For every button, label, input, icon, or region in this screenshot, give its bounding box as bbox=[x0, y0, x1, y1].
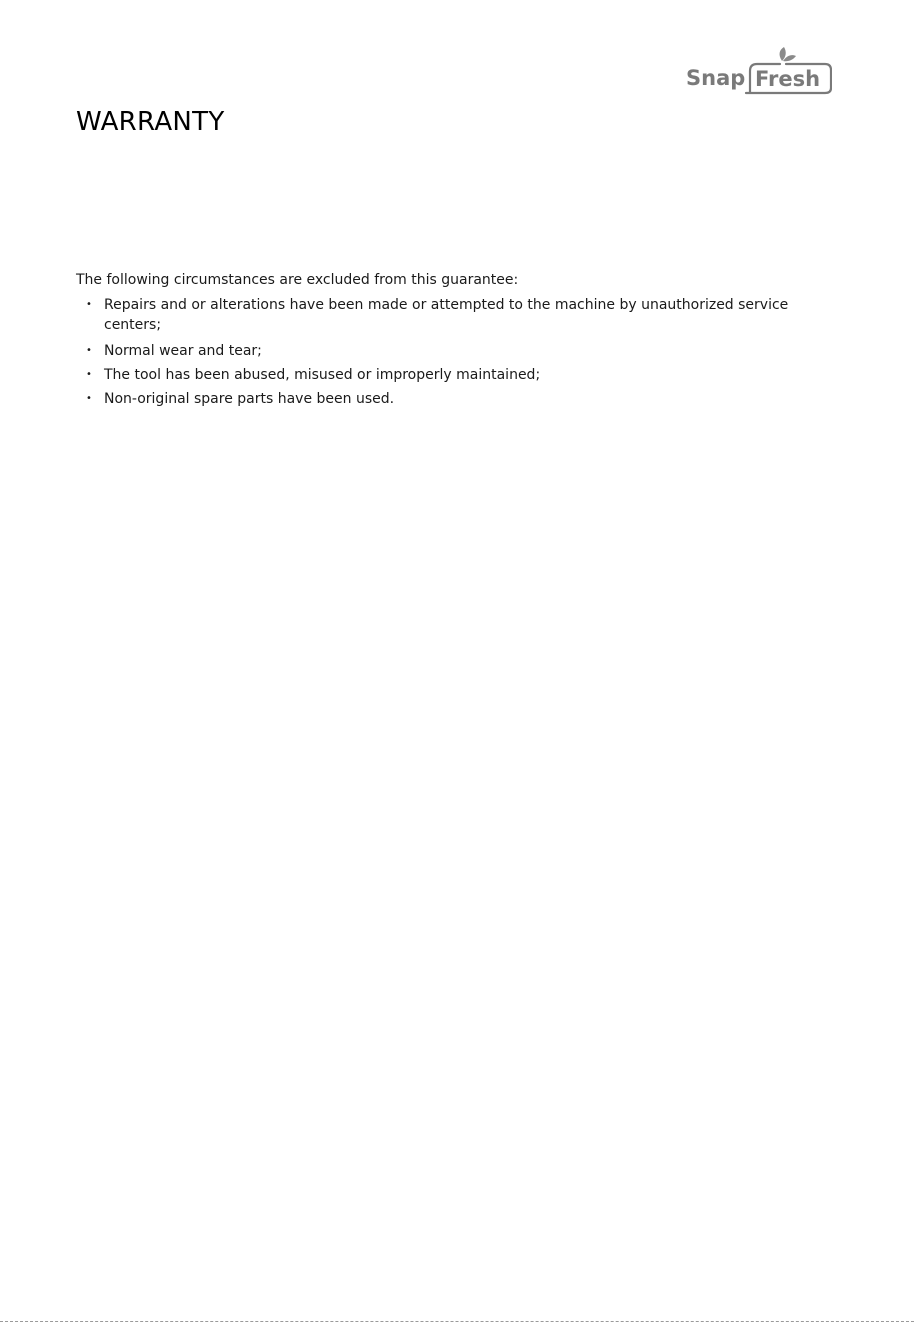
bullet-icon: • bbox=[86, 345, 92, 356]
bullet-icon: • bbox=[86, 369, 92, 380]
exclusions-intro: The following circumstances are excluded from this guarantee: bbox=[76, 272, 519, 288]
list-item bbox=[76, 389, 846, 409]
list-item bbox=[76, 365, 846, 385]
list-item bbox=[76, 295, 846, 335]
bullet-icon: • bbox=[86, 393, 92, 404]
brand-logo bbox=[686, 47, 832, 97]
brand-name-snap: Snap bbox=[686, 66, 746, 90]
list-item-text: Repairs and or alterations have been made or attempted to the machine by unauthorized service centers; bbox=[104, 297, 789, 333]
exclusions-list bbox=[76, 295, 846, 413]
snapfresh-logo bbox=[686, 47, 832, 97]
bullet-icon: • bbox=[86, 299, 92, 310]
brand-name-fresh: Fresh bbox=[755, 67, 821, 91]
list-item-text: Non-original spare parts have been used. bbox=[104, 391, 395, 407]
leaf-icon bbox=[780, 47, 796, 61]
list-item-text: The tool has been abused, misused or improperly maintained; bbox=[104, 367, 541, 383]
page-bottom-rule bbox=[0, 1321, 914, 1322]
page-title: WARRANTY bbox=[76, 107, 225, 137]
list-item-text: Normal wear and tear; bbox=[104, 343, 262, 359]
list-item bbox=[76, 341, 846, 361]
